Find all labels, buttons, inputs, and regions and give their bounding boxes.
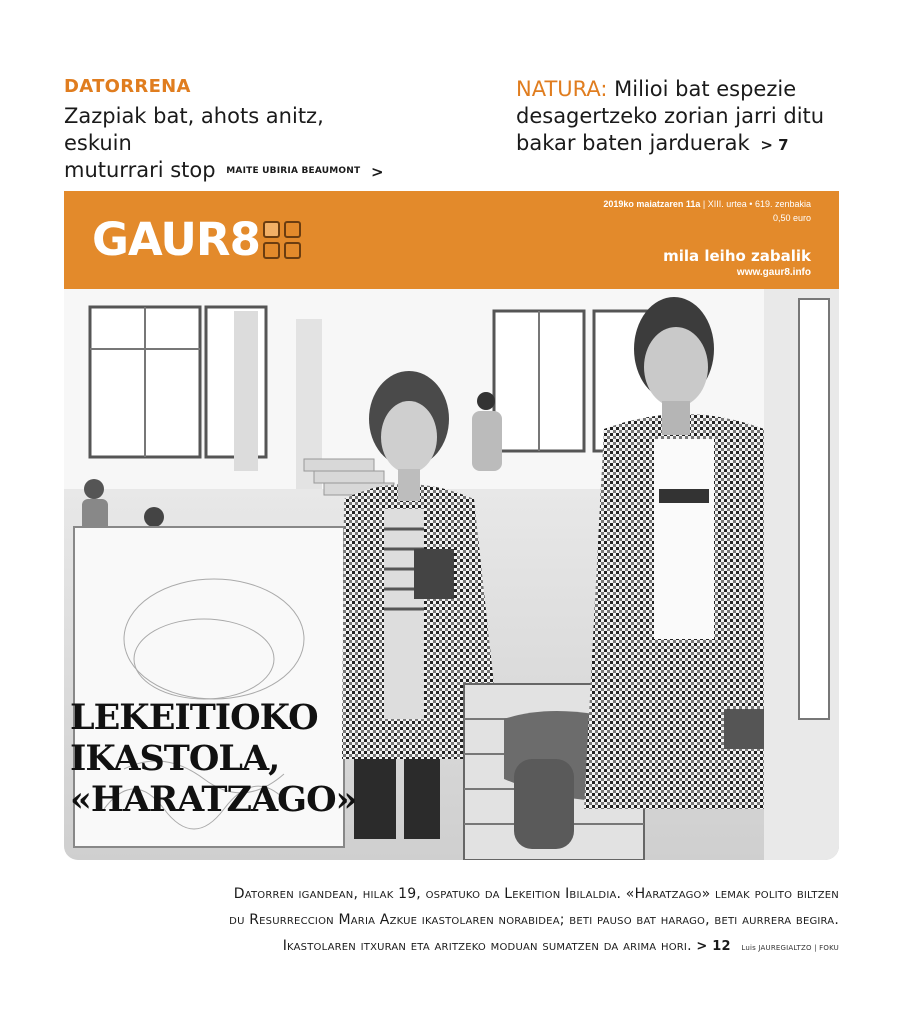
caption-line1: Datorren igandean, hilak 19, ospatuko da Lekeition Ibilaldia. «Haratzago» lemak polito biltzen — [233, 886, 839, 902]
cover-headline[interactable] — [70, 697, 356, 820]
teaser-headline-line1: Milioi bat espezie — [614, 77, 797, 101]
teaser-headline-line2: desagertzeko zorian jarri ditu — [516, 104, 825, 128]
teaser-headline-line2: muturrari stop — [64, 158, 216, 182]
issue-price: 0,50 euro — [772, 213, 811, 223]
teaser-page-ref: > — [371, 163, 384, 181]
teaser-page-ref: > 7 — [760, 136, 789, 154]
masthead — [64, 191, 839, 289]
issue-info: 2019ko maiatzaren 11a | XIII. urtea • 619. zenbakia 0,50 euro — [603, 199, 811, 223]
tagline-motto: mila leiho zabalik — [663, 247, 811, 265]
tagline — [663, 247, 811, 278]
site-url-link[interactable]: www.gaur8.info — [736, 267, 811, 278]
cover-headline-line3: «HARATZAGO» — [70, 779, 357, 820]
cover — [64, 191, 839, 860]
teaser-kicker: NATURA: — [516, 77, 608, 101]
teaser-kicker: DATORRENA — [64, 76, 191, 97]
issue-volume: XIII. urtea — [707, 199, 747, 209]
cover-photo — [64, 289, 839, 860]
photo-credit: Luis JAUREGIALTZO | FOKU — [741, 944, 839, 952]
caption-line2: du Resurreccion Maria Azkue ikastolaren norabidea; beti pauso bat harago, beti aurrera begira. — [229, 912, 839, 928]
teaser-natura[interactable] — [516, 76, 846, 159]
teaser-headline-line1: Zazpiak bat, ahots anitz, eskuin — [64, 104, 324, 155]
caption-line3-wrap — [64, 933, 839, 961]
teaser-headline — [516, 76, 846, 159]
masthead-logo[interactable]: GAUR8 — [92, 213, 260, 266]
issue-date: 2019ko maiatzaren 11a — [603, 199, 701, 209]
cover-headline-line2: IKASTOLA, — [70, 738, 280, 779]
cover-headline-line1: LEKEITIOKO — [70, 697, 318, 738]
cover-caption — [64, 881, 839, 961]
caption-line3: Ikastolaren itxuran eta aritzeko moduan sumatzen da arima hori. — [282, 938, 692, 954]
logo-squares-icon — [263, 221, 303, 261]
issue-number: 619. zenbakia — [754, 199, 811, 209]
teaser-headline-line3: bakar baten jarduerak — [516, 131, 750, 155]
caption-page-ref: > 12 — [696, 939, 731, 954]
teaser-byline: MAITE UBIRIA BEAUMONT — [226, 165, 361, 176]
